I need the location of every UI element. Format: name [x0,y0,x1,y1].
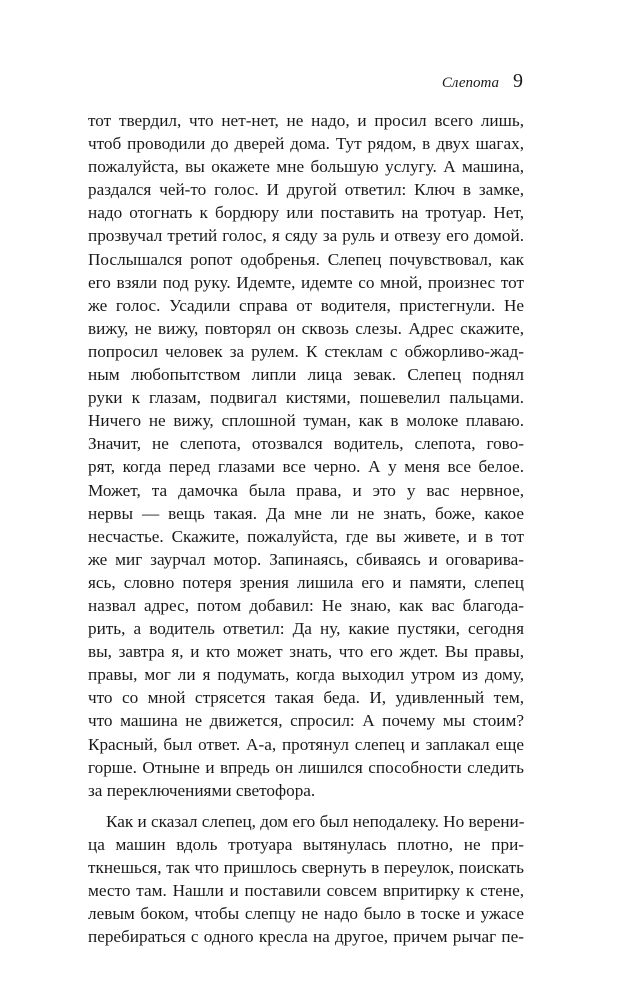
text-line: перебираться с одного кресла на другое, причем рычаг пе- [88,927,524,947]
text-line: Как и сказал слепец, дом его был неподалеку. Но верени- [106,811,524,831]
text-line: Красный, был ответ. А-а, протянул слепец и заплакал еще [88,734,524,754]
text-line: за переключениями светофора. [88,780,316,800]
text-line: Может, та дамочка была права, и это у вас нервное, [88,480,524,500]
text-line: несчастье. Скажите, пожалуйста, где вы живете, и в тот [88,526,524,546]
text-line: попросил человек за рулем. К стеклам с обжорливо-жад- [88,341,524,361]
text-line: его взяли под руку. Идемте, идемте со мной, произнес тот [88,272,524,292]
text-line: назвал адрес, потом добавил: Не знаю, как вас благода- [88,595,524,615]
text-line: пожалуйста, вы окажете мне большую услугу. А машина, [88,157,524,177]
paragraph-2 [88,810,524,949]
text-line: вижу, не вижу, повторял он сквозь слезы. Адрес скажите, [88,318,524,338]
text-line: рят, когда перед глазами все черно. А у меня все белое. [88,457,524,477]
text-line: чтоб проводили до дверей дома. Тут рядом, в двух шагах, [88,134,524,154]
page-number: 9 [513,70,523,92]
text-line: что со мной стрясется такая беда. И, удивленный тем, [88,688,524,708]
text-line: правы, мог ли я подумать, когда выходил утром из дому, [88,665,524,685]
text-line: ткнешься, так что пришлось свернуть в переулок, поискать [88,858,524,877]
text-line: раздался чей-то голос. И другой ответил: Ключ в замке, [88,180,524,200]
text-line: же голос. Усадили справа от водителя, пристегнули. Не [88,295,524,315]
text-line: место там. Нашли и поставили совсем впритирку к стене, [88,881,524,901]
text-line: руки к глазам, подвигал кистями, пошевелил пальцами. [88,388,524,408]
text-line: ца машин вдоль тротуара вытянулась плотно, не при- [88,834,524,854]
text-line: рить, а водитель ответил: Да ну, какие пустяки, сегодня [88,619,524,639]
text-line: ным любопытством липли лица зевак. Слепец поднял [88,365,524,385]
text-line: Значит, не слепота, отозвался водитель, слепота, гово- [88,434,524,454]
text-line: Послышался ропот одобренья. Слепец почувствовал, как [88,249,524,269]
running-title: Слепота [441,75,499,91]
body-text [88,109,524,948]
text-line: Ничего не вижу, сплошной туман, как в молоке плаваю. [88,411,524,431]
paragraph-1 [88,109,524,802]
text-line: левым боком, чтобы слепцу не надо было в тоске и ужасе [88,904,524,924]
text-line: же миг заурчал мотор. Запинаясь, сбиваясь и оговарива- [88,549,524,569]
text-line: надо отогнать к бордюру или поставить на тротуар. Нет, [88,203,524,223]
text-line: ясь, словно потеря зрения лишила его и памяти, слепец [88,572,524,592]
text-line: вы, завтра я, и кто может знать, что его ждет. Вы правы, [88,642,524,662]
text-line: горше. Отныне и впредь он лишился способности следить [88,757,524,777]
text-line: тот твердил, что нет-нет, не надо, и просил всего лишь, [88,111,524,130]
text-line: прозвучал третий голос, я сяду за руль и отвезу его домой. [88,226,524,246]
running-head [442,70,523,93]
text-line: нервы — вещь такая. Да мне ли не знать, боже, какое [88,503,524,523]
text-line: что машина не движется, спросил: А почему мы стоим? [88,711,524,731]
